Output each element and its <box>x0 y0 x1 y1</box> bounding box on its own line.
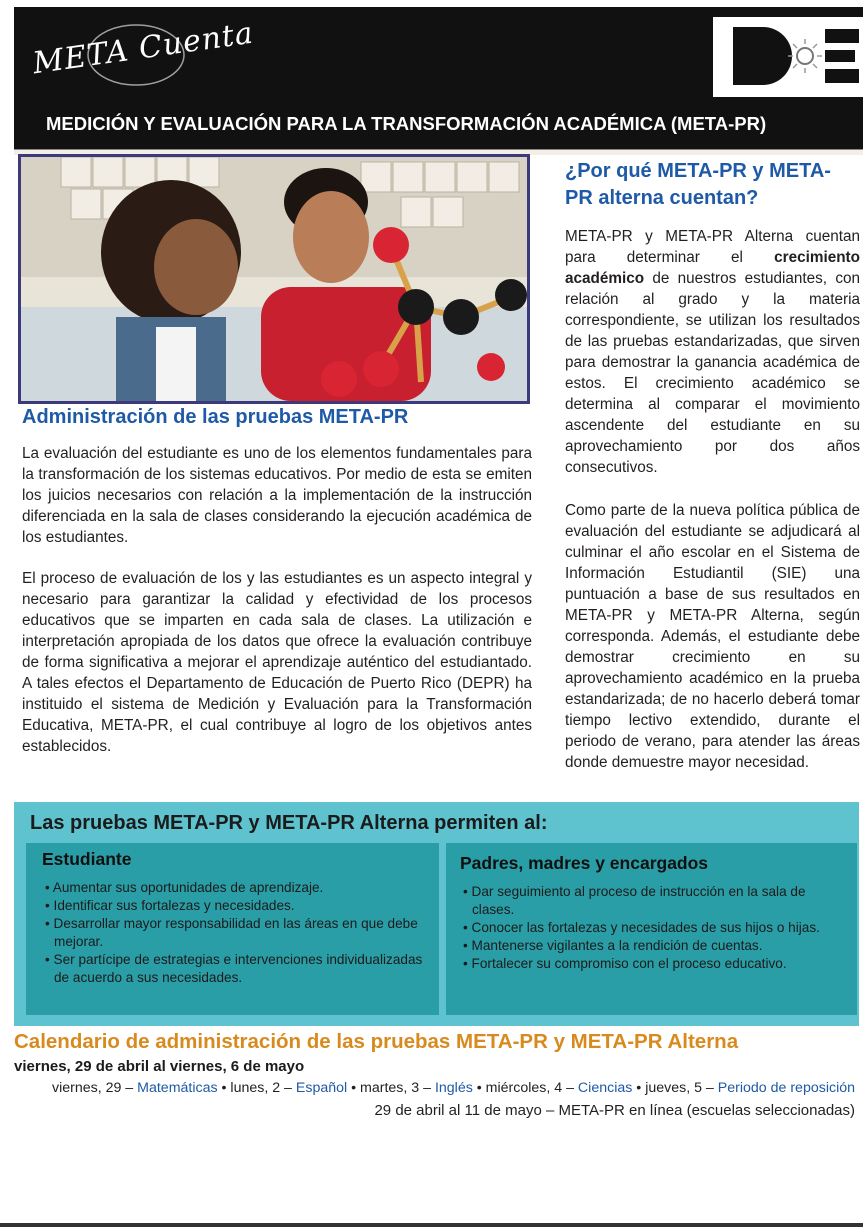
schedule-subject: Ciencias <box>577 1080 633 1096</box>
parents-list <box>460 883 850 973</box>
bottom-border <box>0 1223 863 1227</box>
why-text-b: de nuestros estudiantes, con relación al grado y la materia correspondiente, se utilizan los resultados de las pruebas estandarizadas, que sirven para demostrar la ganancia académica de estos. El crecimiento académico se determina al comparar el movimiento ascendente del estudiante en su aprovechamiento por dos años consecutivos. <box>565 270 860 476</box>
students-photo <box>18 154 530 404</box>
schedule-subject: Matemáticas <box>137 1080 218 1096</box>
list-item: • Conocer las fortalezas y necesidades de sus hijos o hijas. <box>460 919 850 937</box>
header-banner <box>14 7 863 150</box>
admin-heading: Administración de las pruebas META-PR <box>22 406 409 428</box>
brand-text: META Cuenta <box>30 15 256 82</box>
calendar-dates: viernes, 29 de abril al viernes, 6 de mayo <box>14 1058 305 1075</box>
list-item: • Ser partícipe de estrategias e intervenciones individualizadas de acuerdo a sus necesidades. <box>42 951 432 987</box>
list-item: • Identificar sus fortalezas y necesidades. <box>42 897 432 915</box>
list-item: • Desarrollar mayor responsabilidad en las áreas en que debe mejorar. <box>42 915 432 951</box>
student-list <box>42 879 432 987</box>
parents-panel <box>446 843 857 1015</box>
schedule-day: viernes, 29 – <box>51 1080 138 1096</box>
header-title: MEDICIÓN Y EVALUACIÓN PARA LA TRANSFORMACIÓN ACADÉMICA (META-PR) <box>46 113 767 134</box>
parents-heading: Padres, madres y encargados <box>460 853 709 873</box>
de-logo <box>713 17 863 97</box>
schedule-day: • jueves, 5 – <box>632 1080 718 1096</box>
schedule-subject: Periodo de reposición <box>717 1080 855 1096</box>
list-item: • Mantenerse vigilantes a la rendición de cuentas. <box>460 937 850 955</box>
why-paragraph-2: Como parte de la nueva política pública de evaluación del estudiante se adjudicará al culminar el año escolar en el Sistema de Información Estudiantil (SIE) una puntuación a base de sus resultados en META-PR y META-PR Alterna, según corresponda. Además, el estudiante debe demostrar crecimiento en su aprovechamiento académico en la prueba estandarizada; de no hacerlo deberá tomar tiempo lectivo extendido, durante el periodo de verano, para atender las áreas donde demuestre mayor necesidad. <box>565 502 860 771</box>
calendar-title: Calendario de administración de las pruebas META-PR y META-PR Alterna <box>14 1030 739 1053</box>
meta-cuenta-logo <box>18 17 258 97</box>
schedule-day: • martes, 3 – <box>347 1080 435 1096</box>
calendar-online: 29 de abril al 11 de mayo – META-PR en línea (escuelas seleccionadas) <box>374 1102 855 1119</box>
why-text-bold: crecimiento académico <box>565 249 860 287</box>
list-item: • Fortalecer su compromiso con el proceso educativo. <box>460 955 850 973</box>
calendar-schedule <box>52 1080 855 1096</box>
schedule-day: • miércoles, 4 – <box>472 1080 578 1096</box>
schedule-subject: Inglés <box>434 1080 473 1096</box>
why-heading: ¿Por qué META-PR y META-PR alterna cuentan? <box>565 160 831 209</box>
student-heading: Estudiante <box>42 849 132 869</box>
list-item: • Aumentar sus oportunidades de aprendizaje. <box>42 879 432 897</box>
admin-paragraph-1: La evaluación del estudiante es uno de los elementos fundamentales para la transformación de los sistemas educativos. Por medio de esta se emiten los juicios necesarios con relación a la implementación de la instrucción diferenciada en la sala de clases considerando la ejecución académica de los estudiantes. <box>22 445 532 546</box>
schedule-day: • lunes, 2 – <box>217 1080 296 1096</box>
list-item: • Dar seguimiento al proceso de instrucción en la sala de clases. <box>460 883 850 919</box>
why-text-a: META-PR y META-PR Alterna cuentan para determinar el <box>565 228 860 266</box>
student-panel <box>26 843 439 1015</box>
permit-title: Las pruebas META-PR y META-PR Alterna permiten al: <box>30 812 548 834</box>
why-paragraph-1 <box>565 226 860 478</box>
admin-paragraph-2: El proceso de evaluación de los y las estudiantes es un aspecto integral y necesario para garantizar la calidad y efectividad de los procesos educativos que se imparten en cada sala de clases. La utilización e interpretación apropiada de los datos que ofrece la evaluación contribuye de forma significativa a mejorar el aprendizaje auténtico del estudiantado. A tales efectos el Departamento de Educación de Puerto Rico (DEPR) ha instituido el sistema de Medición y Evaluación para la Transformación Educativa, META-PR, el cual contribuye al logro de los objetivos antes establecidos. <box>22 570 532 755</box>
schedule-subject: Español <box>295 1080 348 1096</box>
